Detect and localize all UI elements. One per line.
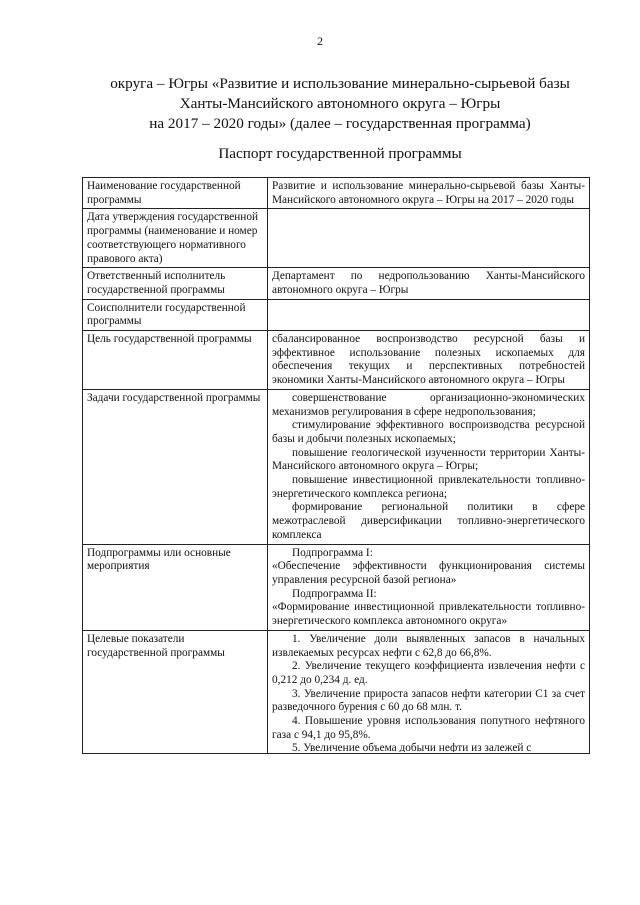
task-item: совершенствование организационно-экономических механизмов регулирования в сфере недропользования; <box>272 391 585 418</box>
row-program-name <box>83 178 590 209</box>
approval-date-value <box>268 209 590 268</box>
subprogram-1-title: Подпрограмма I: <box>292 546 373 559</box>
task-item: формирование региональной политики в сфере межотраслевой диверсификации топливно-энергетического комплекса <box>272 501 585 541</box>
program-name-label: Наименование государственной программы <box>83 178 268 209</box>
program-tasks-value <box>268 389 590 544</box>
row-co-executors <box>83 299 590 330</box>
heading-line-3: на 2017 – 2020 годы» (далее – государственная программа) <box>149 115 531 132</box>
co-executors-value <box>268 299 590 330</box>
target-item: 4. Повышение уровня использования попутного нефтяного газа с 94,1 до 95,8%. <box>272 715 585 741</box>
program-goal-label: Цель государственной программы <box>83 331 268 390</box>
passport-title: Паспорт государственной программы <box>218 145 462 162</box>
co-executors-label: Соисполнители государственной программы <box>83 299 268 330</box>
document-heading <box>60 74 620 134</box>
target-item: 1. Увеличение доли выявленных запасов в начальных извлекаемых ресурсах нефти с 62,8 до 66,8%. <box>272 632 585 659</box>
approval-date-label: Дата утверждения государственной программы (наименование и номер соответствующего нормативного правового акта) <box>83 209 268 268</box>
row-responsible-executor <box>83 268 590 299</box>
program-goal-value: сбалансированное воспроизводство ресурсной базы и эффективное использование полезных ископаемых для обеспечения текущих и перспективных потребностей экономики Ханты-Мансийского автономного округа – Югры <box>268 331 590 390</box>
task-item: стимулирование эффективного воспроизводства ресурсной базы и добычи полезных ископаемых; <box>272 419 585 445</box>
row-subprograms <box>83 544 590 630</box>
responsible-executor-label: Ответственный исполнитель государственной программы <box>83 268 268 299</box>
subprogram-2-title: Подпрограмма II: <box>292 587 377 600</box>
page-number: 2 <box>317 34 323 48</box>
responsible-executor-value: Департамент по недропользованию Ханты-Мансийского автономного округа – Югры <box>268 268 590 299</box>
subprograms-value <box>268 544 590 630</box>
row-approval-date <box>83 209 590 268</box>
program-tasks-label: Задачи государственной программы <box>83 389 268 544</box>
passport-table <box>82 177 590 754</box>
task-item: повышение геологической изученности территории Ханты-Мансийского автономного округа – Югры; <box>272 446 585 473</box>
heading-line-1: округа – Югры «Развитие и использование минерально-сырьевой базы <box>110 75 570 92</box>
target-indicators-value <box>268 630 590 754</box>
subprogram-1-text: «Обеспечение эффективности функционирования системы управления ресурсной базой региона» <box>272 560 585 586</box>
row-program-tasks <box>83 389 590 544</box>
subprogram-2-text: «Формирование инвестиционной привлекательности топливно-энергетического комплекса автономного округа» <box>272 601 585 628</box>
row-target-indicators <box>83 630 590 754</box>
task-item: повышение инвестиционной привлекательности топливно-энергетического комплекса региона; <box>272 474 585 500</box>
target-indicators-label: Целевые показатели государственной программы <box>83 630 268 754</box>
program-name-value: Развитие и использование минерально-сырьевой базы Ханты-Мансийского автономного округа – Югры на 2017 – 2020 годы <box>268 178 590 209</box>
target-item: 3. Увеличение прироста запасов нефти категории С1 за счет разведочного бурения с 60 до 68 млн. т. <box>272 687 585 714</box>
subprograms-label: Подпрограммы или основные мероприятия <box>83 544 268 630</box>
row-program-goal <box>83 331 590 390</box>
target-item: 5. Увеличение объема добычи нефти из залежей с <box>292 742 532 753</box>
target-item: 2. Увеличение текущего коэффициента извлечения нефти с 0,212 до 0,234 д. ед. <box>272 660 585 686</box>
heading-line-2: Ханты-Мансийского автономного округа – Югры <box>179 95 501 112</box>
